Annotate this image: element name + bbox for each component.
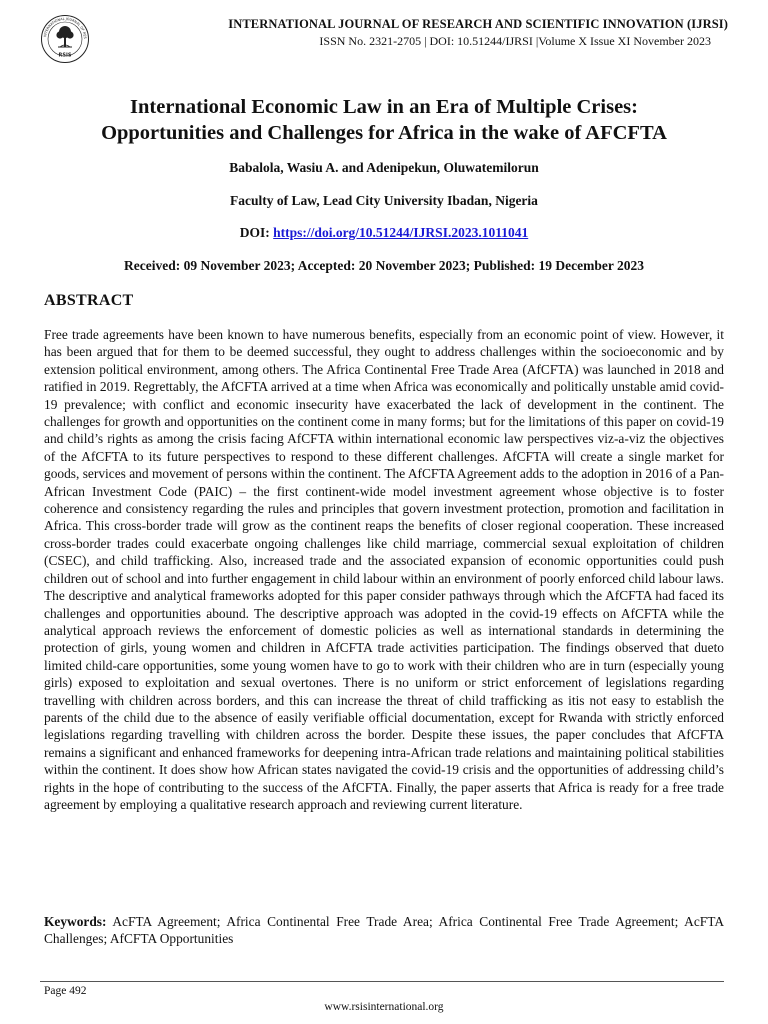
keywords [44, 913, 724, 948]
keywords-text: AcFTA Agreement; Africa Continental Free Trade Area; Africa Continental Free Trade Agreement; AcFTA Challenges; AfCFTA Opportunities [44, 914, 725, 947]
journal-meta: ISSN No. 2321-2705 | DOI: 10.51244/IJRSI |Volume X Issue XI November 2023 [319, 34, 711, 48]
journal-title: INTERNATIONAL JOURNAL OF RESEARCH AND SCIENTIFIC INNOVATION (IJRSI) [228, 17, 728, 31]
logo-abbrev: RSIS [58, 52, 72, 59]
article-title-line1: International Economic Law in an Era of Multiple Crises: [130, 96, 638, 118]
footer-website: www.rsisinternational.org [324, 1001, 444, 1013]
keywords-label: Keywords: [44, 914, 107, 929]
article-dates: Received: 09 November 2023; Accepted: 20 November 2023; Published: 19 December 2023 [123, 258, 645, 273]
doi-link[interactable]: https://doi.org/10.51244/IJRSI.2023.1011041 [273, 225, 529, 240]
abstract-body: Free trade agreements have been known to have numerous benefits, especially from an economic point of view. However, it has been argued that for them to be deemed successful, they ought to address challenges within the socioeconomic and by extension political environment, among others. The Africa Continental Free Trade Area (AfCFTA) was launched in 2018 and ratified in 2019. Regrettably, the AfCFTA arrived at a time when Africa was economically and politically unstable amid covid-19 prevalence; with conflict and economic insecurity have exacerbated the lack of development in the continent. The challenges for growth and opportunities on the continent come in many forms; but for the limitations of this paper on covid-19 and child’s rights as among the crisis facing AfCFTA within international economic law perspectives viz-a-viz the objectives of the AfCFTA to its future perspectives to respond to these different challenges. AfCFTA will create a single market for goods, services and movement of persons within the continent. The AfCFTA Agreement adds to the adoption in 2016 of a Pan-African Investment Code (PAIC) – the first continent-wide model investment agreement whose objective is to foster coherence and consistency regarding the rules and principles that govern investment protection, promotion and facilitation in Africa. This cross-border trade will grow as the continent reaps the benefits of closer regional cooperation. These increased cross-border trades could exacerbate ongoing challenges like child marriage, commercial sexual exploitation of children (CSEC), and child trafficking. Also, increased trade and the associated expansion of economic opportunities could push children out of school and into further engagement in child labour within an environment of poorly enforced child labour laws. The descriptive and analytical frameworks adopted for this paper consider pathways through which the AfCFTA had faced its challenges and opportunities abound. The descriptive approach was adopted in the covid-19 effects on AfCFTA while the analytical approach reviews the enforcement of domestic policies as well as international standards in determining the protection of girls, young women and children in AfCFTA trade activities participation. The findings observed that dueto limited child-care opportunities, some young women have to go to work with their children who are in turn (especially young girls) exposed to exploitation and sexual overtones. There is no uniform or strict enforcement of legislations regarding travelling with children across borders, and this can increase the threat of child trafficking as itis not easy to establish the parents of the child due to the absence of easily verifiable official documentation, except for Rwanda with strictly enforced legislations regarding travelling with children across the border. Despite these issues, the paper concludes that AfCFTA remains a significant and enhanced frameworks for deepening intra-African trade relations and maintaining political stabilities within the continent. It does show how African states navigated the covid-19 crisis and the opportunities of addressing child’s rights in the hope of contributing to the success of the AfCFTA. Finally, the paper asserts that Africa is ready for a free trade agreement by employing a qualitative research approach and reviewing current literature. [44, 327, 724, 812]
page-number: Page 492 [44, 985, 87, 997]
article-title [40, 94, 728, 146]
doi-label: DOI: [239, 225, 270, 240]
article-authors: Babalola, Wasiu A. and Adenipekun, Oluwatemilorun [229, 160, 539, 175]
journal-logo [40, 14, 90, 64]
footer-divider [40, 981, 724, 982]
article-doi [40, 225, 728, 241]
journal-header [40, 14, 728, 68]
abstract-heading: ABSTRACT [44, 292, 134, 309]
article-affiliation: Faculty of Law, Lead City University Ibadan, Nigeria [230, 193, 538, 208]
article-title-line2: Opportunities and Challenges for Africa in the wake of AFCFTA [101, 122, 667, 144]
logo-ring-text: INTERNATIONAL JOURNAL OF RES [43, 16, 88, 39]
